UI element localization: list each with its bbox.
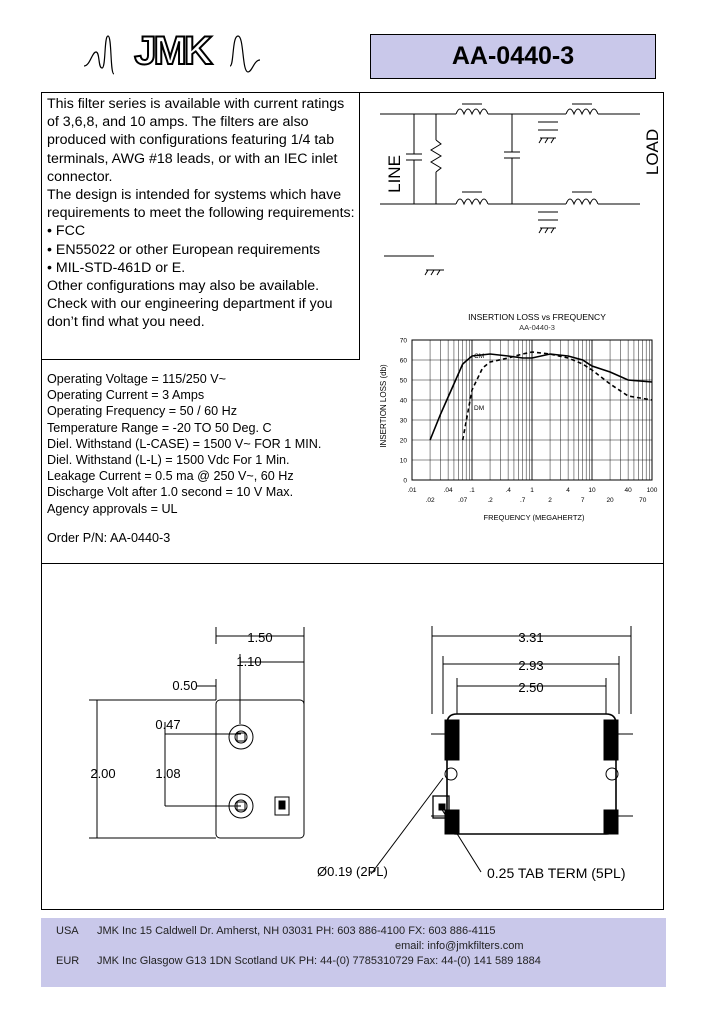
load-label: LOAD <box>643 128 662 176</box>
series-cm-line <box>430 354 652 440</box>
dim-right-3: 2.50 <box>518 680 544 695</box>
x-tick-label: 70 <box>639 497 647 504</box>
y-tick-label: 30 <box>399 417 407 425</box>
dim-left-5: 1.08 <box>155 766 181 781</box>
contact-footer <box>41 918 666 987</box>
y-tick-label: 0 <box>403 477 407 485</box>
description-design: The design is intended for systems which have requirements to meet the following requirements: <box>47 187 355 222</box>
usa-contact: JMK Inc 15 Caldwell Dr. Amherst, NH 03031 PH: 603 886-4100 FX: 603 886-4115 <box>97 925 496 937</box>
cm-annotation: CM <box>474 353 485 360</box>
part-number: AA-0440-3 <box>451 42 575 70</box>
x-tick-label: .07 <box>458 497 468 504</box>
dim-left-1: 1.50 <box>247 630 273 645</box>
chart-series <box>430 352 652 440</box>
dim-left-6: 2.00 <box>90 766 116 781</box>
spec-line: Operating Voltage = 115/250 V~ <box>47 372 227 386</box>
requirements-list <box>47 222 359 277</box>
requirement-item: • EN55022 or other European requirements <box>47 241 359 259</box>
x-tick-label: 1 <box>530 487 534 494</box>
y-tick-label: 40 <box>399 397 407 405</box>
chart-subtitle: AA-0440-3 <box>519 323 555 332</box>
logo-text: JMK <box>134 29 210 73</box>
spec-line: Agency approvals = UL <box>47 501 178 516</box>
x-tick-label: .04 <box>443 487 453 494</box>
usa-label: USA <box>56 925 79 937</box>
x-tick-label: 7 <box>580 497 585 504</box>
series-dm-line <box>463 352 652 440</box>
tab-note: 0.25 TAB TERM (5PL) <box>487 865 626 881</box>
y-tick-label: 70 <box>399 337 407 345</box>
email-link[interactable]: email: info@jmkfilters.com <box>395 940 524 952</box>
y-tick-label: 60 <box>399 357 407 365</box>
spec-line: Discharge Volt after 1.0 second = 10 V Max. <box>47 485 294 500</box>
chart-title: INSERTION LOSS vs FREQUENCY <box>468 312 606 322</box>
x-tick-label: .02 <box>425 497 435 504</box>
part-number-box <box>370 34 656 79</box>
divider-vertical <box>359 92 360 359</box>
divider-horizontal <box>41 359 360 360</box>
chart-grid <box>412 340 652 480</box>
description-closing: Other configurations may also be available. Check with our engineering department if you don’t find what you need. <box>47 278 333 331</box>
x-tick-label: .2 <box>487 497 493 504</box>
x-tick-label: .7 <box>519 497 526 504</box>
dim-left-4: 0.47 <box>155 717 181 732</box>
x-tick-label: .01 <box>407 487 417 494</box>
spec-line: Operating Current = 3 Amps <box>47 388 205 403</box>
dim-left-2: 1.10 <box>236 654 262 669</box>
dim-left-3: 0.50 <box>172 678 198 693</box>
mechanical-drawing <box>41 564 664 910</box>
eur-contact: JMK Inc Glasgow G13 1DN Scotland UK PH: 44-(0) 7785310729 Fax: 44-(0) 141 589 1884 <box>97 955 541 967</box>
x-tick-label: 2 <box>548 497 552 504</box>
requirement-item: • FCC <box>47 222 359 240</box>
x-tick-label: .1 <box>469 487 475 494</box>
description-intro: This filter series is available with current ratings of 3,6,8, and 10 amps. The filters are also produced with configurations featuring 1/4 tab terminals, AWG #18 leads, or with an IEC inlet connector. <box>47 96 345 185</box>
jmk-logo <box>82 22 262 84</box>
x-tick-label: 4 <box>566 487 570 494</box>
specifications <box>47 371 359 517</box>
order-part-number: Order P/N: AA-0440-3 <box>47 531 171 545</box>
x-tick-label: 100 <box>646 487 658 494</box>
dm-annotation: DM <box>474 405 485 412</box>
line-label: LINE <box>385 155 404 193</box>
dim-right-2: 2.93 <box>518 658 544 673</box>
filter-schematic <box>362 94 662 294</box>
insertion-loss-chart <box>362 298 662 528</box>
dim-right-1: 3.31 <box>518 630 544 645</box>
y-tick-label: 10 <box>399 457 407 465</box>
spec-line: Leakage Current = 0.5 ma @ 250 V~, 60 Hz <box>47 469 294 484</box>
x-tick-label: .4 <box>505 487 511 494</box>
spec-line: Operating Frequency = 50 / 60 Hz <box>47 404 238 419</box>
x-tick-label: 20 <box>606 497 614 504</box>
x-tick-label: 40 <box>624 487 632 494</box>
spec-line: Diel. Withstand (L-CASE) = 1500 V~ FOR 1 MIN. <box>47 436 322 451</box>
y-tick-label: 50 <box>399 377 407 385</box>
chart-xlabel: FREQUENCY (MEGAHERTZ) <box>483 513 585 522</box>
hole-note: Ø0.19 (2PL) <box>317 864 388 879</box>
spec-line: Diel. Withstand (L-L) = 1500 Vdc For 1 Min. <box>47 453 290 468</box>
requirement-item: • MIL-STD-461D or E. <box>47 259 359 277</box>
y-tick-label: 20 <box>399 437 407 445</box>
eur-label: EUR <box>56 955 80 967</box>
chart-ylabel: INSERTION LOSS (db) <box>379 364 388 448</box>
description <box>47 95 359 332</box>
x-tick-label: 10 <box>588 487 596 494</box>
spec-line: Temperature Range = -20 TO 50 Deg. C <box>47 420 272 435</box>
